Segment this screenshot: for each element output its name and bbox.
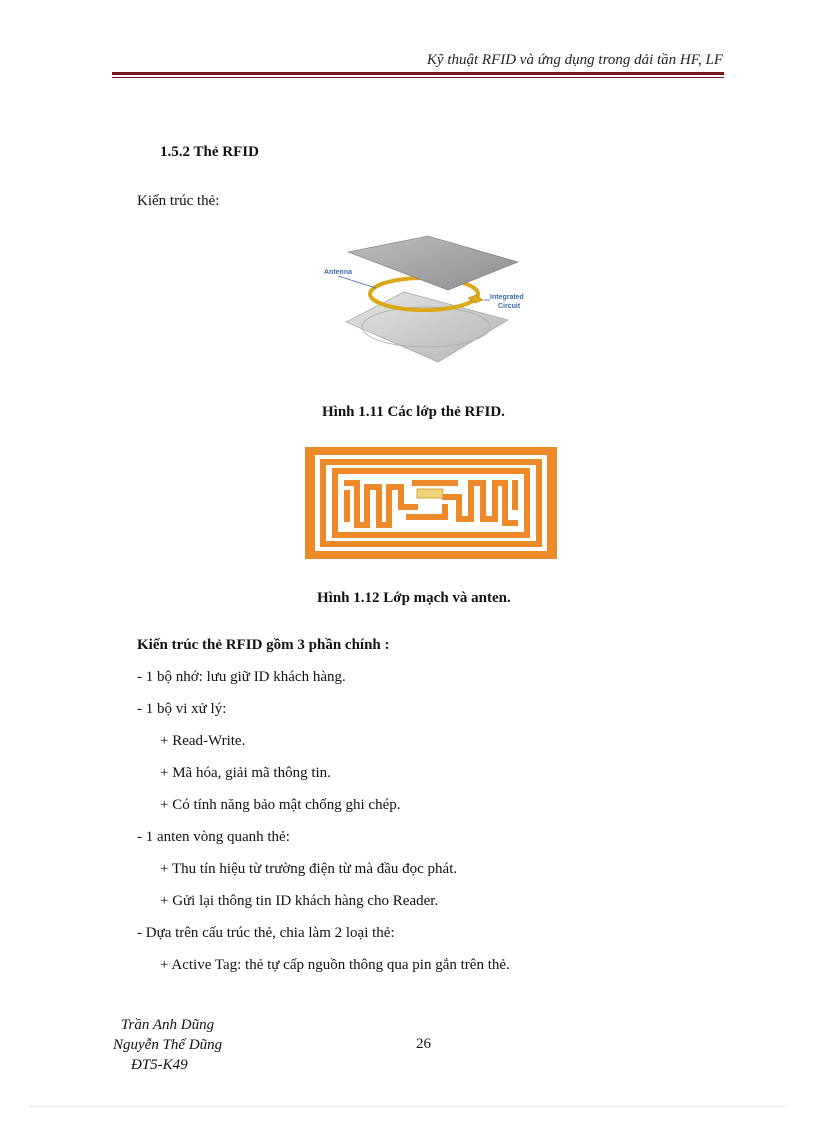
list-subitem-read-write: + Read-Write. bbox=[160, 733, 246, 749]
page-bottom-border bbox=[30, 1106, 786, 1107]
page-number: 26 bbox=[416, 1036, 431, 1052]
figure-caption-1-11: Hình 1.11 Các lớp thẻ RFID. bbox=[322, 404, 505, 420]
section-heading: 1.5.2 Thẻ RFID bbox=[160, 144, 259, 160]
antenna-circuit-figure bbox=[305, 447, 557, 559]
header-rule bbox=[112, 72, 724, 75]
ic-label-line2: Circuit bbox=[498, 303, 521, 310]
list-item-processor: - 1 bộ vi xử lý: bbox=[137, 701, 227, 717]
header-rule-thin bbox=[112, 77, 724, 78]
rfid-layers-figure bbox=[318, 232, 528, 372]
author-2: Nguyễn Thế Dũng bbox=[113, 1037, 223, 1053]
list-subitem-security: + Có tính năng bảo mật chống ghi chép. bbox=[160, 797, 401, 813]
list-item-tag-types: - Dựa trên cấu trúc thẻ, chia làm 2 loại thẻ: bbox=[137, 925, 395, 941]
list-subitem-encryption: + Mã hóa, giải mã thông tin. bbox=[160, 765, 331, 781]
chip-icon bbox=[417, 489, 443, 498]
figure-caption-1-12: Hình 1.12 Lớp mạch và anten. bbox=[317, 590, 511, 606]
list-subitem-active-tag: + Active Tag: thẻ tự cấp nguồn thông qua pin gắn trên thẻ. bbox=[160, 957, 510, 973]
list-item-memory: - 1 bộ nhớ: lưu giữ ID khách hàng. bbox=[137, 669, 346, 685]
list-item-antenna: - 1 anten vòng quanh thẻ: bbox=[137, 829, 290, 845]
top-card-layer bbox=[348, 236, 518, 290]
author-1: Trần Anh Dũng bbox=[121, 1017, 215, 1033]
intro-text: Kiến trúc thẻ: bbox=[137, 193, 220, 209]
bottom-card-layer bbox=[346, 292, 508, 362]
class-code: ĐT5-K49 bbox=[131, 1057, 188, 1073]
ic-label-line1: Integrated bbox=[490, 294, 524, 301]
antenna-label: Antenna bbox=[324, 269, 352, 276]
structure-heading: Kiến trúc thẻ RFID gồm 3 phần chính : bbox=[137, 637, 390, 653]
list-subitem-send: + Gửi lại thông tin ID khách hàng cho Reader. bbox=[160, 893, 439, 909]
running-header: Kỹ thuật RFID và ứng dụng trong dải tần HF, LF bbox=[426, 52, 723, 68]
footer-authors bbox=[113, 1015, 222, 1075]
list-subitem-receive: + Thu tín hiệu từ trường điện từ mà đầu đọc phát. bbox=[160, 861, 458, 877]
